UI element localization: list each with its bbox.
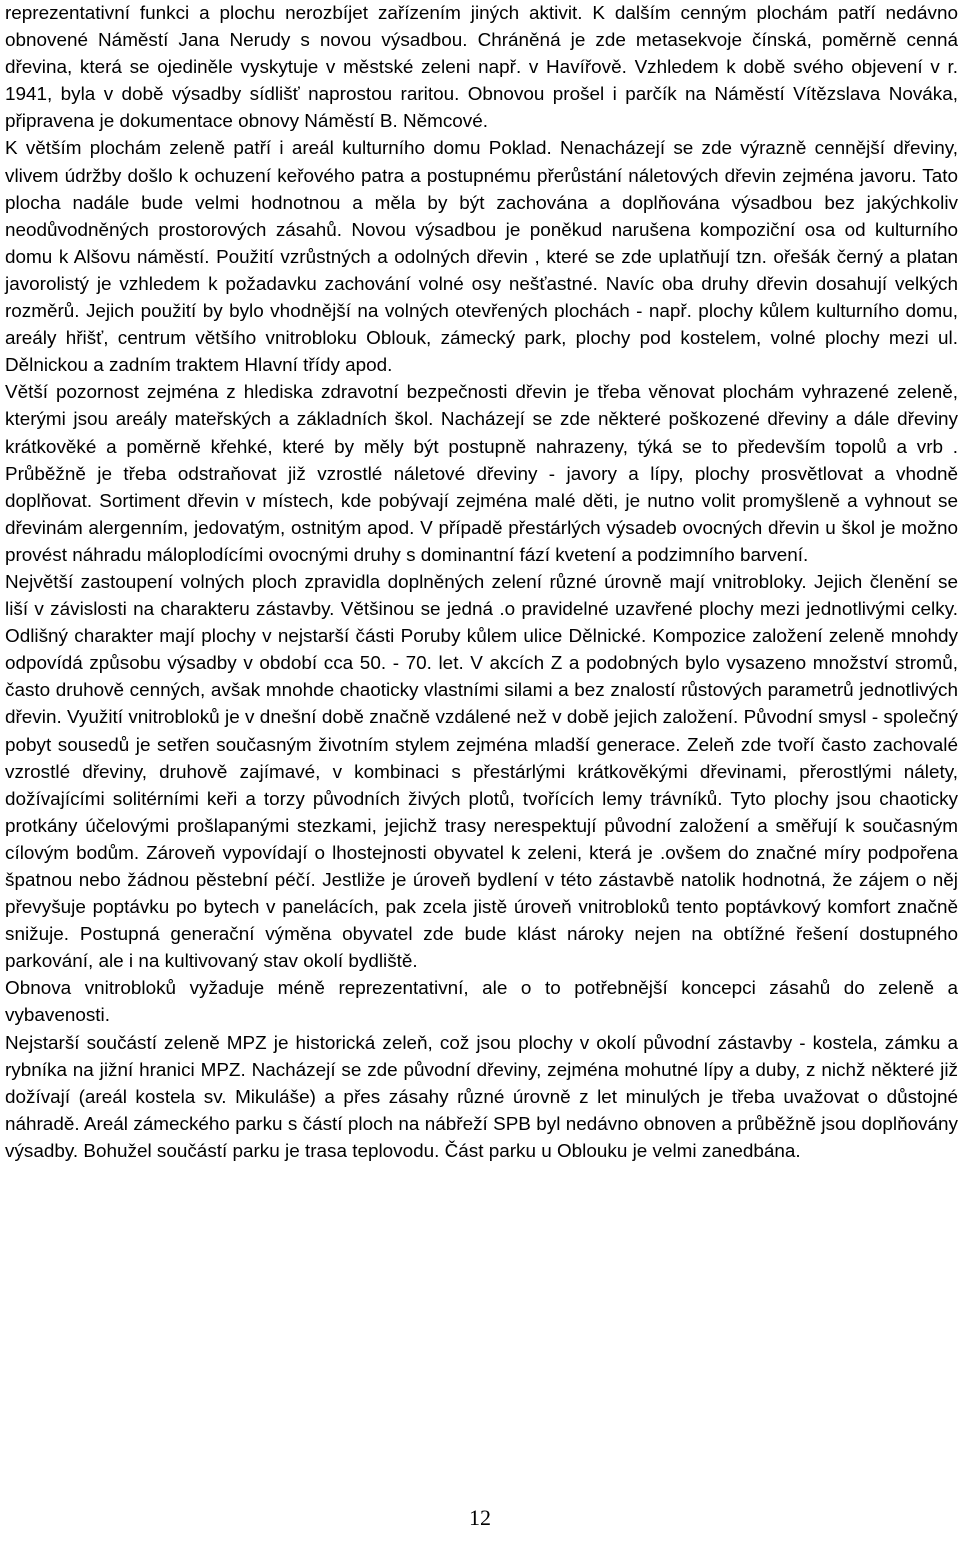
paragraph-2: K větším plochám zeleně patří i areál kulturního domu Poklad. Nenacházejí se zde výrazně cennější dřeviny, vlivem údržby došlo k ochuzení keřového patra a postupnému přerůstání náletových dřevin zejména javoru. Tato plocha nadále bude velmi hodnotnou a měla by být zachována a doplňována výsadbou bez jakýchkoliv neodůvodněných prostorových zásahů. Novou výsadbou je poněkud narušena kompoziční osa od kulturního domu k Alšovu náměstí. Použití vzrůstných a odolných dřevin , které se zde uplatňují tzn. ořešák černý a platan javorolistý je vzhledem k požadavku zachování volné osy nešťastné. Navíc oba druhy dřevin dosahují velkých rozměrů. Jejich použití by bylo vhodnější na volných otevřených plochách - např. plochy kůlem kulturního domu, areály hřišť, centrum většího vnitrobloku Oblouk, zámecký park, plochy pod kostelem, volné plochy mezi ul. Dělnickou a zadním traktem Hlavní třídy apod. [5,138,958,377]
page-number: 12 [469,1505,491,1530]
paragraph-5: Obnova vnitrobloků vyžaduje méně reprezentativní, ale o to potřebnější koncepci zásahů do zeleně a vybavenosti. [5,978,958,1027]
paragraph-1: reprezentativní funkci a plochu nerozbíjet zařízením jiných aktivit. K dalším cenným plochám patří nedávno obnovené Náměstí Jana Nerudy s novou výsadbou. Chráněná je zde metasekvoje čínská, poměrně cenná dřevina, která se ojediněle vyskytuje v městské zeleni např. v Havířově. Vzhledem k době svého objevení v r. 1941, byla v době výsadby sídlišť naprostou raritou. Obnovou prošel i parčík na Náměstí Vítězslava Nováka, připravena je dokumentace obnovy Náměstí B. Němcové. [5,3,958,133]
paragraph-4: Největší zastoupení volných ploch zpravidla doplněných zelení různé úrovně mají vnitrobloky. Jejich členění se liší v závislosti na charakteru zástavby. Většinou se jedná .o pravidelné uzavřené plochy mezi jednotlivými celky. Odlišný charakter mají plochy v nejstarší části Poruby kůlem ulice Dělnické. Kompozice založení zeleně mnohdy odpovídá způsobu výsadby v období cca 50. - 70. let. V akcích Z a podobných bylo vysazeno množství stromů, často druhově cenných, avšak mnohde chaoticky vlastními silami a bez znalostí růstových parametrů jednotlivých dřevin. Využití vnitrobloků je v dnešní době značně vzdálené než v době jejich založení. Původní smysl - společný pobyt sousedů je setřen současným životním stylem zejména mladší generace. Zeleň zde tvoří často zachovalé vzrostlé dřeviny, druhově zajímavé, v kombinaci s přestárlými krátkověkými dřevinami, přerostlými nálety, dožívajícími solitérními keři a torzy původních živých plotů, tvořících lemy trávníků. Tyto plochy jsou chaoticky protkány účelovými prošlapanými stezkami, jejichž trasy nerespektují původní založení a směřují k současným cílovým bodům. Zároveň vypovídají o lhostejnosti obyvatel k zeleni, která je .ovšem do značné míry podpořena špatnou nebo žádnou pěstební péčí. Jestliže je úroveň bydlení v této zástavbě natolik hodnotná, že zájem o něj převyšuje poptávku po bytech v panelácích, pak zcela jistě úroveň vnitrobloků tento poptávkový komfort značně snižuje. Postupná generační výměna obyvatel zde bude klást nároky nejen na obtížné řešení dostupného parkování, ale i na kultivovaný stav okolí bydliště. [5,571,958,973]
paragraph-6: Nejstarší součástí zeleně MPZ je historická zeleň, což jsou plochy v okolí původní zástavby - kostela, zámku a rybníka na jižní hranici MPZ. Nacházejí se zde původní dřeviny, zejména mohutné lípy a duby, z nichž některé již dožívají (areál kostela sv. Mikuláše) a přes zásahy různé úrovně z let minulých je třeba uvažovat o důstojné náhradě. Areál zámeckého parku s částí ploch na nábřeží SPB byl nedávno obnoven a průběžně jsou doplňovány výsadby. Bohužel součástí parku je trasa teplovodu. Část parku u Oblouku je velmi zanedbána. [5,1032,958,1162]
document-body [5,0,958,1165]
paragraph-3: Větší pozornost zejména z hlediska zdravotní bezpečnosti dřevin je třeba věnovat plochám vyhrazené zeleně, kterými jsou areály mateřských a základních škol. Nacházejí se zde některé poškozené dřeviny a dále dřeviny krátkověké a poměrně křehké, které by měly být postupně nahrazeny, týká se to především topolů a vrb . Průběžně je třeba odstraňovat již vzrostlé náletové dřeviny - javory a lípy, plochy prosvětlovat a vhodně doplňovat. Sortiment dřevin v místech, kde pobývají zejména malé děti, je nutno volit promyšleně a vyhnout se dřevinám alergenním, jedovatým, ostnitým apod. V případě přestárlých výsadeb ovocných dřevin u škol je možno provést náhradu máloplodícími ovocnými druhy s dominantní fází kvetení a podzimního barvení. [5,382,958,566]
